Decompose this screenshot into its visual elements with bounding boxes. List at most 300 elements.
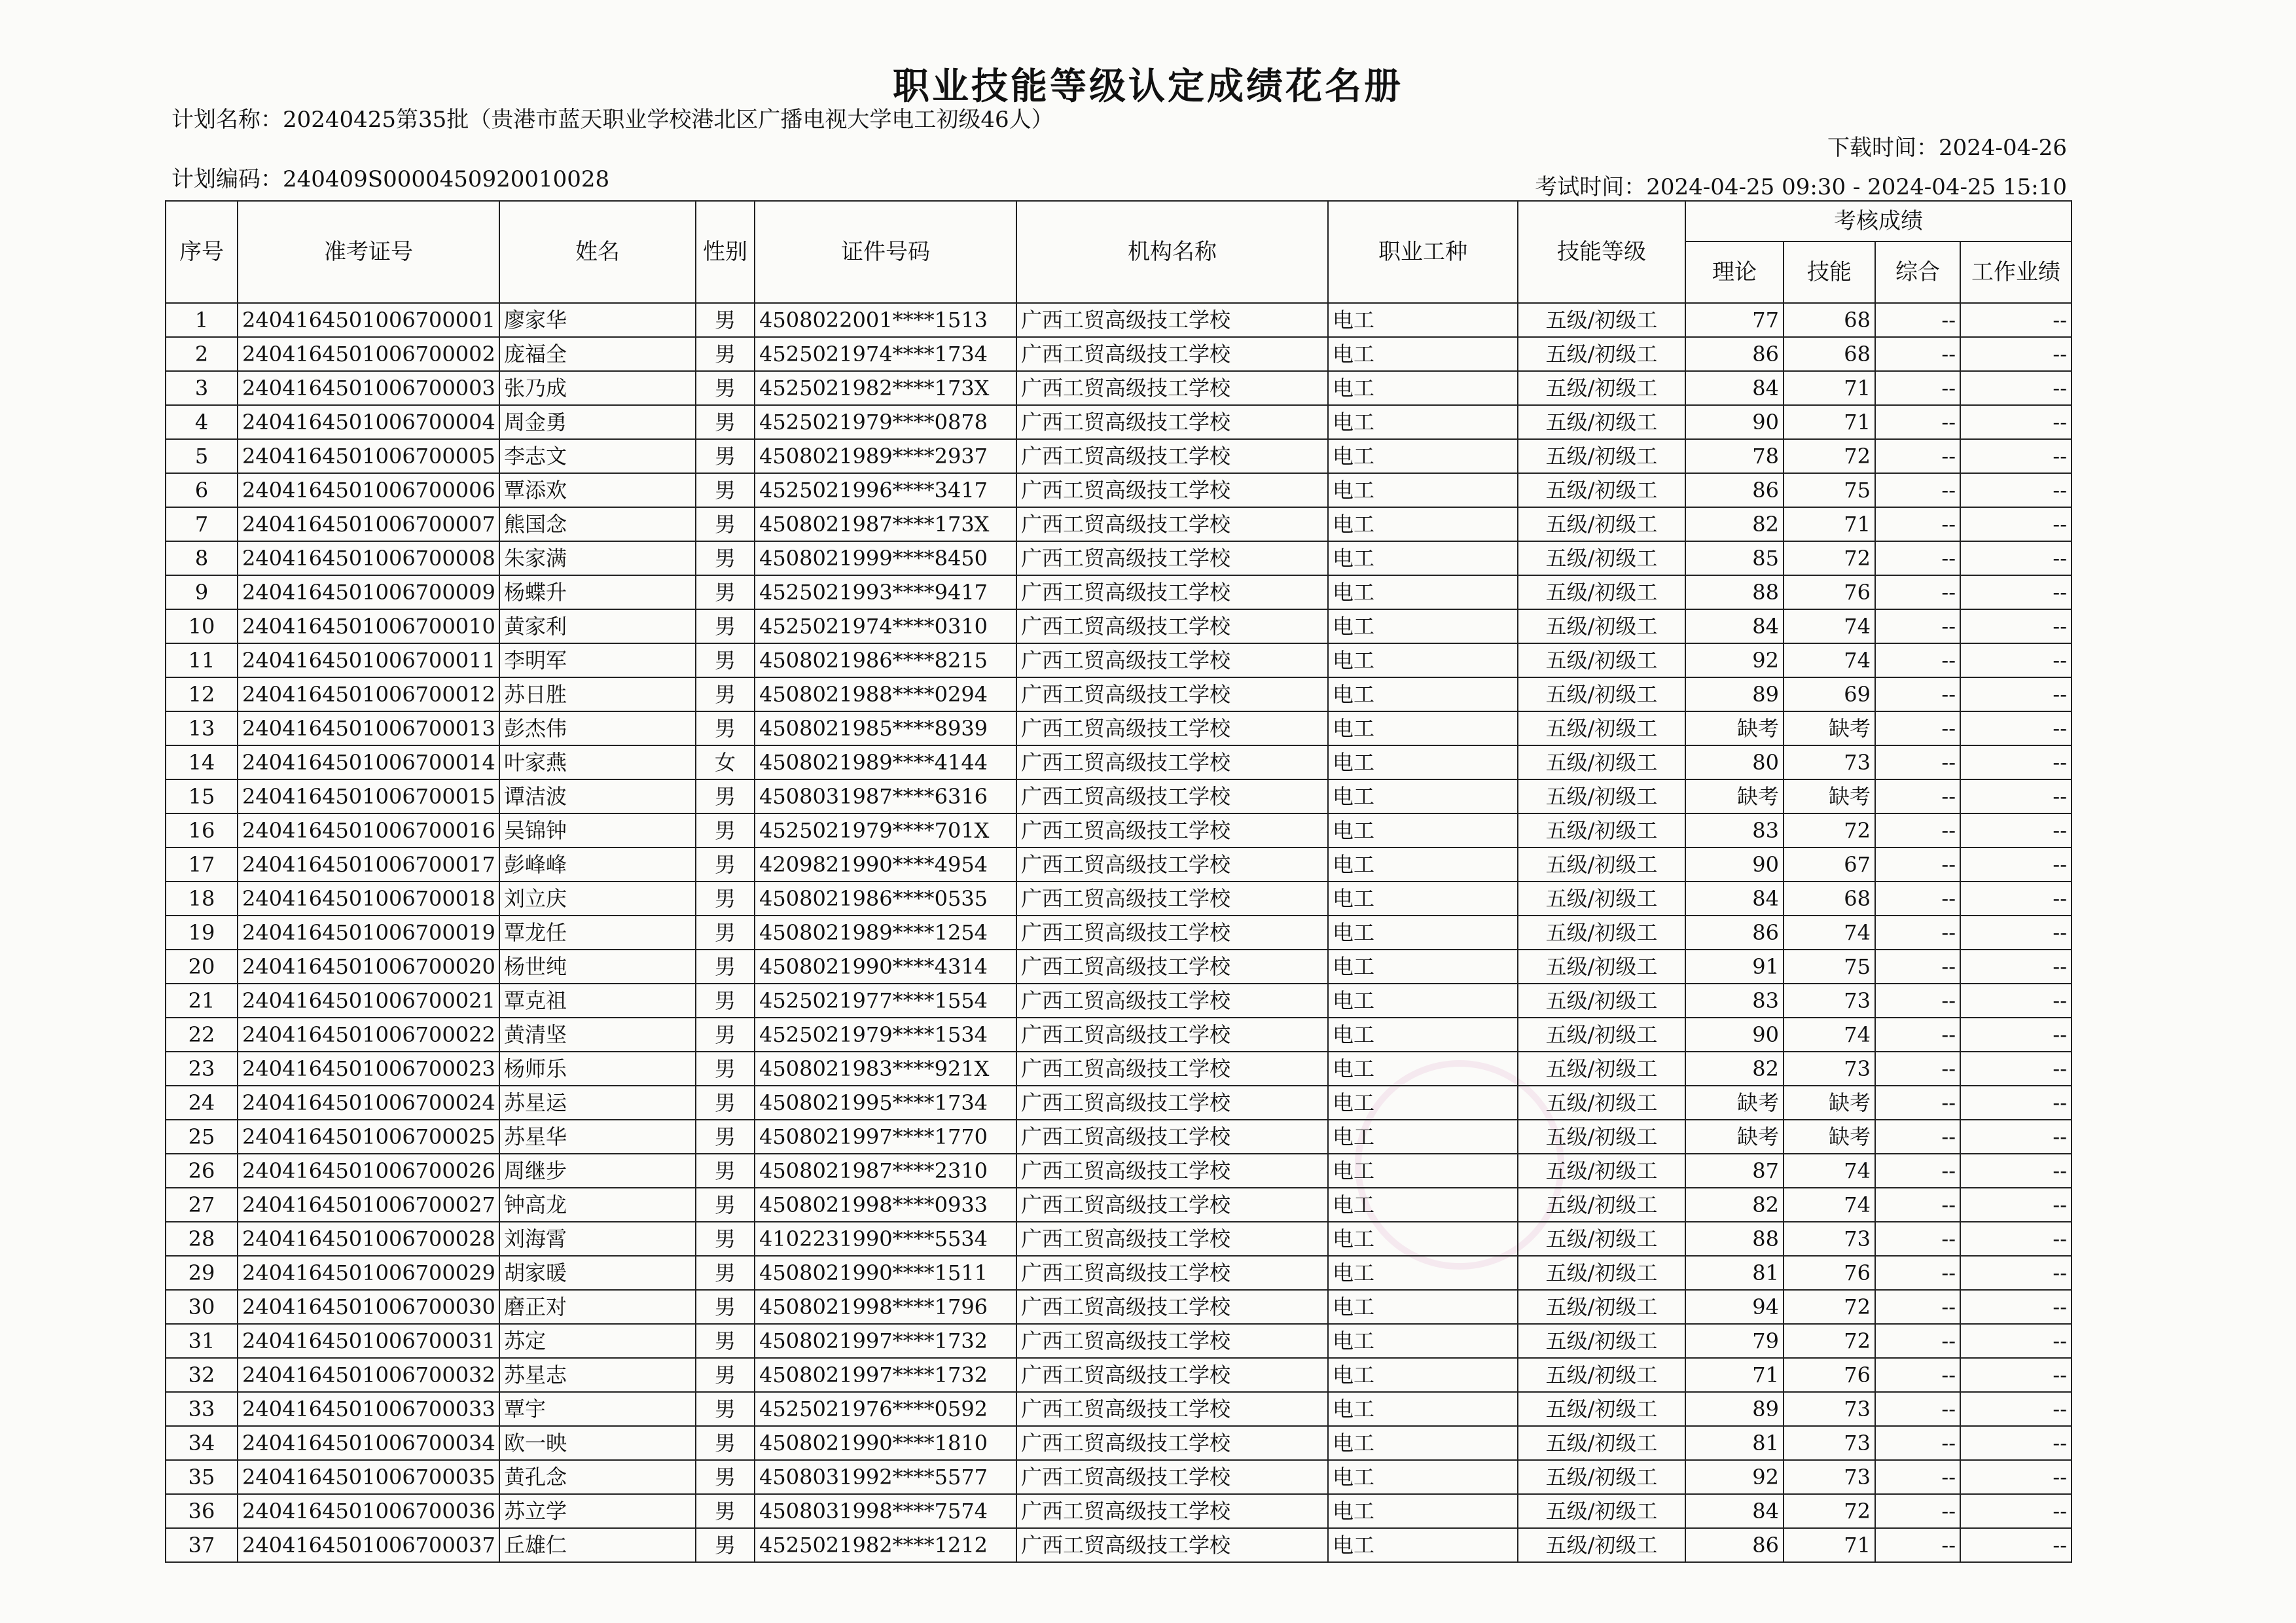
org-cell: 广西工贸高级技工学校: [1016, 643, 1328, 677]
overall-cell: --: [1875, 950, 1960, 984]
overall-cell: --: [1875, 916, 1960, 950]
ticket-cell: 2404164501006700016: [238, 813, 499, 847]
ticket-cell: 2404164501006700002: [238, 337, 499, 371]
work-cell: --: [1960, 950, 2072, 984]
work-cell: --: [1960, 1256, 2072, 1290]
id-cell: 4525021974****1734: [755, 337, 1016, 371]
ticket-cell: 2404164501006700019: [238, 916, 499, 950]
theory-cell: 90: [1685, 1018, 1784, 1052]
id-cell: 4508031992****5577: [755, 1460, 1016, 1494]
skill-cell: 72: [1784, 1324, 1875, 1358]
skill-cell: 75: [1784, 950, 1875, 984]
table-row: [166, 1188, 2072, 1222]
ticket-cell: 2404164501006700025: [238, 1120, 499, 1154]
level-cell: 五级/初级工: [1518, 1290, 1685, 1324]
header-skill: 技能: [1784, 241, 1875, 303]
org-cell: 广西工贸高级技工学校: [1016, 1222, 1328, 1256]
download-time: 下载时间：2024-04-26: [1827, 135, 2067, 161]
overall-cell: --: [1875, 609, 1960, 643]
level-cell: 五级/初级工: [1518, 950, 1685, 984]
gender-cell: 男: [696, 1120, 755, 1154]
table-row: [166, 1494, 2072, 1528]
work-cell: --: [1960, 847, 2072, 882]
theory-cell: 87: [1685, 1154, 1784, 1188]
work-cell: --: [1960, 1188, 2072, 1222]
overall-cell: --: [1875, 507, 1960, 541]
name-cell: 刘立庆: [499, 882, 696, 916]
id-cell: 4525021993****9417: [755, 575, 1016, 609]
seq-cell: 33: [166, 1392, 238, 1426]
level-cell: 五级/初级工: [1518, 507, 1685, 541]
overall-cell: --: [1875, 1018, 1960, 1052]
name-cell: 黄清坚: [499, 1018, 696, 1052]
id-cell: 4508021997****1770: [755, 1120, 1016, 1154]
work-cell: --: [1960, 711, 2072, 745]
level-cell: 五级/初级工: [1518, 541, 1685, 575]
ticket-cell: 2404164501006700013: [238, 711, 499, 745]
gender-cell: 男: [696, 1256, 755, 1290]
table-row: [166, 1018, 2072, 1052]
gender-cell: 男: [696, 337, 755, 371]
id-cell: 4525021979****1534: [755, 1018, 1016, 1052]
work-cell: --: [1960, 1528, 2072, 1562]
gender-cell: 男: [696, 1052, 755, 1086]
overall-cell: --: [1875, 711, 1960, 745]
occupation-cell: 电工: [1328, 541, 1518, 575]
table-row: [166, 745, 2072, 779]
id-cell: 4508021997****1732: [755, 1358, 1016, 1392]
overall-cell: --: [1875, 439, 1960, 473]
org-cell: 广西工贸高级技工学校: [1016, 1256, 1328, 1290]
id-cell: 4525021982****1212: [755, 1528, 1016, 1562]
work-cell: --: [1960, 1324, 2072, 1358]
ticket-cell: 2404164501006700024: [238, 1086, 499, 1120]
plan-code: 计划编码：240409S0000450920010028: [171, 166, 610, 192]
id-cell: 4525021982****173X: [755, 371, 1016, 405]
id-cell: 4508021990****1511: [755, 1256, 1016, 1290]
name-cell: 黄家利: [499, 609, 696, 643]
id-cell: 4525021979****0878: [755, 405, 1016, 439]
seq-cell: 6: [166, 473, 238, 507]
skill-cell: 73: [1784, 1052, 1875, 1086]
skill-cell: 68: [1784, 303, 1875, 337]
gender-cell: 男: [696, 1222, 755, 1256]
gender-cell: 男: [696, 1018, 755, 1052]
gender-cell: 男: [696, 1392, 755, 1426]
name-cell: 覃龙任: [499, 916, 696, 950]
seq-cell: 2: [166, 337, 238, 371]
theory-cell: 缺考: [1685, 711, 1784, 745]
ticket-cell: 2404164501006700034: [238, 1426, 499, 1460]
id-cell: 4508031998****7574: [755, 1494, 1016, 1528]
theory-cell: 90: [1685, 847, 1784, 882]
ticket-cell: 2404164501006700011: [238, 643, 499, 677]
occupation-cell: 电工: [1328, 1290, 1518, 1324]
overall-cell: --: [1875, 575, 1960, 609]
name-cell: 杨蝶升: [499, 575, 696, 609]
gender-cell: 男: [696, 405, 755, 439]
occupation-cell: 电工: [1328, 1528, 1518, 1562]
org-cell: 广西工贸高级技工学校: [1016, 1018, 1328, 1052]
table-row: [166, 337, 2072, 371]
org-cell: 广西工贸高级技工学校: [1016, 1358, 1328, 1392]
seq-cell: 25: [166, 1120, 238, 1154]
gender-cell: 男: [696, 1324, 755, 1358]
table-row: [166, 779, 2072, 813]
occupation-cell: 电工: [1328, 677, 1518, 711]
level-cell: 五级/初级工: [1518, 677, 1685, 711]
theory-cell: 88: [1685, 1222, 1784, 1256]
exam-time: 考试时间：2024-04-25 09:30 - 2024-04-25 15:10: [1535, 174, 2067, 200]
table-row: [166, 1154, 2072, 1188]
id-cell: 4508021985****8939: [755, 711, 1016, 745]
overall-cell: --: [1875, 847, 1960, 882]
gender-cell: 男: [696, 779, 755, 813]
theory-cell: 82: [1685, 1188, 1784, 1222]
skill-cell: 缺考: [1784, 779, 1875, 813]
name-cell: 磨正对: [499, 1290, 696, 1324]
name-cell: 苏立学: [499, 1494, 696, 1528]
occupation-cell: 电工: [1328, 984, 1518, 1018]
org-cell: 广西工贸高级技工学校: [1016, 711, 1328, 745]
gender-cell: 男: [696, 813, 755, 847]
level-cell: 五级/初级工: [1518, 1188, 1685, 1222]
theory-cell: 71: [1685, 1358, 1784, 1392]
work-cell: --: [1960, 882, 2072, 916]
table-row: [166, 1392, 2072, 1426]
occupation-cell: 电工: [1328, 1188, 1518, 1222]
org-cell: 广西工贸高级技工学校: [1016, 507, 1328, 541]
theory-cell: 82: [1685, 1052, 1784, 1086]
overall-cell: --: [1875, 1188, 1960, 1222]
level-cell: 五级/初级工: [1518, 984, 1685, 1018]
name-cell: 李明军: [499, 643, 696, 677]
name-cell: 彭杰伟: [499, 711, 696, 745]
skill-cell: 75: [1784, 473, 1875, 507]
name-cell: 欧一映: [499, 1426, 696, 1460]
gender-cell: 男: [696, 507, 755, 541]
org-cell: 广西工贸高级技工学校: [1016, 677, 1328, 711]
seq-cell: 8: [166, 541, 238, 575]
header-gender: 性别: [696, 201, 755, 303]
page-title: 职业技能等级认定成绩花名册: [893, 65, 1403, 108]
overall-cell: --: [1875, 813, 1960, 847]
theory-cell: 86: [1685, 1528, 1784, 1562]
header-scores: 考核成绩: [1685, 201, 2072, 241]
table-row: [166, 882, 2072, 916]
seq-cell: 5: [166, 439, 238, 473]
header-work: 工作业绩: [1960, 241, 2072, 303]
org-cell: 广西工贸高级技工学校: [1016, 1324, 1328, 1358]
table-row: [166, 677, 2072, 711]
gender-cell: 男: [696, 882, 755, 916]
work-cell: --: [1960, 745, 2072, 779]
occupation-cell: 电工: [1328, 916, 1518, 950]
work-cell: --: [1960, 337, 2072, 371]
occupation-cell: 电工: [1328, 1324, 1518, 1358]
ticket-cell: 2404164501006700026: [238, 1154, 499, 1188]
org-cell: 广西工贸高级技工学校: [1016, 609, 1328, 643]
table-row: [166, 1460, 2072, 1494]
score-roster-table: [165, 200, 2072, 1563]
theory-cell: 缺考: [1685, 1120, 1784, 1154]
header-overall: 综合: [1875, 241, 1960, 303]
level-cell: 五级/初级工: [1518, 847, 1685, 882]
gender-cell: 男: [696, 847, 755, 882]
work-cell: --: [1960, 1120, 2072, 1154]
ticket-cell: 2404164501006700031: [238, 1324, 499, 1358]
id-cell: 4102231990****5534: [755, 1222, 1016, 1256]
work-cell: --: [1960, 1018, 2072, 1052]
seq-cell: 32: [166, 1358, 238, 1392]
id-cell: 4508021986****0535: [755, 882, 1016, 916]
ticket-cell: 2404164501006700037: [238, 1528, 499, 1562]
level-cell: 五级/初级工: [1518, 575, 1685, 609]
level-cell: 五级/初级工: [1518, 405, 1685, 439]
level-cell: 五级/初级工: [1518, 1256, 1685, 1290]
overall-cell: --: [1875, 1256, 1960, 1290]
level-cell: 五级/初级工: [1518, 1426, 1685, 1460]
table-row: [166, 1256, 2072, 1290]
overall-cell: --: [1875, 1358, 1960, 1392]
occupation-cell: 电工: [1328, 745, 1518, 779]
occupation-cell: 电工: [1328, 1154, 1518, 1188]
ticket-cell: 2404164501006700028: [238, 1222, 499, 1256]
occupation-cell: 电工: [1328, 779, 1518, 813]
gender-cell: 男: [696, 371, 755, 405]
name-cell: 苏定: [499, 1324, 696, 1358]
gender-cell: 男: [696, 916, 755, 950]
skill-cell: 74: [1784, 916, 1875, 950]
level-cell: 五级/初级工: [1518, 371, 1685, 405]
ticket-cell: 2404164501006700023: [238, 1052, 499, 1086]
theory-cell: 84: [1685, 371, 1784, 405]
ticket-cell: 2404164501006700005: [238, 439, 499, 473]
occupation-cell: 电工: [1328, 711, 1518, 745]
id-cell: 4508021990****1810: [755, 1426, 1016, 1460]
table-row: [166, 984, 2072, 1018]
skill-cell: 缺考: [1784, 1120, 1875, 1154]
work-cell: --: [1960, 371, 2072, 405]
level-cell: 五级/初级工: [1518, 1018, 1685, 1052]
gender-cell: 男: [696, 677, 755, 711]
work-cell: --: [1960, 984, 2072, 1018]
occupation-cell: 电工: [1328, 882, 1518, 916]
name-cell: 苏星运: [499, 1086, 696, 1120]
seq-cell: 17: [166, 847, 238, 882]
org-cell: 广西工贸高级技工学校: [1016, 1426, 1328, 1460]
name-cell: 黄孔念: [499, 1460, 696, 1494]
table-row: [166, 1528, 2072, 1562]
table-row: [166, 1358, 2072, 1392]
occupation-cell: 电工: [1328, 439, 1518, 473]
occupation-cell: 电工: [1328, 609, 1518, 643]
org-cell: 广西工贸高级技工学校: [1016, 847, 1328, 882]
overall-cell: --: [1875, 1222, 1960, 1256]
seq-cell: 36: [166, 1494, 238, 1528]
seq-cell: 24: [166, 1086, 238, 1120]
org-cell: 广西工贸高级技工学校: [1016, 1052, 1328, 1086]
skill-cell: 73: [1784, 1222, 1875, 1256]
occupation-cell: 电工: [1328, 813, 1518, 847]
skill-cell: 72: [1784, 439, 1875, 473]
skill-cell: 71: [1784, 405, 1875, 439]
skill-cell: 缺考: [1784, 711, 1875, 745]
level-cell: 五级/初级工: [1518, 745, 1685, 779]
theory-cell: 89: [1685, 1392, 1784, 1426]
gender-cell: 男: [696, 711, 755, 745]
org-cell: 广西工贸高级技工学校: [1016, 745, 1328, 779]
ticket-cell: 2404164501006700032: [238, 1358, 499, 1392]
seq-cell: 15: [166, 779, 238, 813]
skill-cell: 76: [1784, 1358, 1875, 1392]
level-cell: 五级/初级工: [1518, 1324, 1685, 1358]
header-occupation: 职业工种: [1328, 201, 1518, 303]
id-cell: 4508022001****1513: [755, 303, 1016, 337]
table-row: [166, 371, 2072, 405]
occupation-cell: 电工: [1328, 847, 1518, 882]
gender-cell: 男: [696, 1086, 755, 1120]
seq-cell: 20: [166, 950, 238, 984]
theory-cell: 88: [1685, 575, 1784, 609]
ticket-cell: 2404164501006700001: [238, 303, 499, 337]
name-cell: 李志文: [499, 439, 696, 473]
seq-cell: 23: [166, 1052, 238, 1086]
org-cell: 广西工贸高级技工学校: [1016, 371, 1328, 405]
org-cell: 广西工贸高级技工学校: [1016, 779, 1328, 813]
work-cell: --: [1960, 1392, 2072, 1426]
plan-name: 计划名称：20240425第35批（贵港市蓝天职业学校港北区广播电视大学电工初级46人）: [171, 107, 1054, 133]
overall-cell: --: [1875, 303, 1960, 337]
overall-cell: --: [1875, 1528, 1960, 1562]
work-cell: --: [1960, 1494, 2072, 1528]
occupation-cell: 电工: [1328, 1460, 1518, 1494]
gender-cell: 女: [696, 745, 755, 779]
id-cell: 4525021977****1554: [755, 984, 1016, 1018]
org-cell: 广西工贸高级技工学校: [1016, 1528, 1328, 1562]
gender-cell: 男: [696, 1188, 755, 1222]
table-row: [166, 439, 2072, 473]
seq-cell: 26: [166, 1154, 238, 1188]
table-row: [166, 303, 2072, 337]
org-cell: 广西工贸高级技工学校: [1016, 1086, 1328, 1120]
org-cell: 广西工贸高级技工学校: [1016, 541, 1328, 575]
work-cell: --: [1960, 609, 2072, 643]
overall-cell: --: [1875, 1154, 1960, 1188]
name-cell: 廖家华: [499, 303, 696, 337]
level-cell: 五级/初级工: [1518, 813, 1685, 847]
seq-cell: 21: [166, 984, 238, 1018]
level-cell: 五级/初级工: [1518, 779, 1685, 813]
overall-cell: --: [1875, 1086, 1960, 1120]
skill-cell: 74: [1784, 1154, 1875, 1188]
table-row: [166, 473, 2072, 507]
name-cell: 杨世纯: [499, 950, 696, 984]
work-cell: --: [1960, 1290, 2072, 1324]
gender-cell: 男: [696, 1528, 755, 1562]
table-row: [166, 1120, 2072, 1154]
header-level: 技能等级: [1518, 201, 1685, 303]
gender-cell: 男: [696, 950, 755, 984]
table-row: [166, 1426, 2072, 1460]
theory-cell: 91: [1685, 950, 1784, 984]
table-row: [166, 1052, 2072, 1086]
seq-cell: 16: [166, 813, 238, 847]
occupation-cell: 电工: [1328, 1120, 1518, 1154]
seq-cell: 28: [166, 1222, 238, 1256]
name-cell: 彭峰峰: [499, 847, 696, 882]
org-cell: 广西工贸高级技工学校: [1016, 1494, 1328, 1528]
id-cell: 4525021979****701X: [755, 813, 1016, 847]
ticket-cell: 2404164501006700030: [238, 1290, 499, 1324]
work-cell: --: [1960, 439, 2072, 473]
name-cell: 苏星华: [499, 1120, 696, 1154]
overall-cell: --: [1875, 337, 1960, 371]
id-cell: 4508021998****1796: [755, 1290, 1016, 1324]
org-cell: 广西工贸高级技工学校: [1016, 1290, 1328, 1324]
id-cell: 4508021989****1254: [755, 916, 1016, 950]
org-cell: 广西工贸高级技工学校: [1016, 1392, 1328, 1426]
id-cell: 4508021998****0933: [755, 1188, 1016, 1222]
seq-cell: 7: [166, 507, 238, 541]
org-cell: 广西工贸高级技工学校: [1016, 984, 1328, 1018]
level-cell: 五级/初级工: [1518, 1086, 1685, 1120]
theory-cell: 81: [1685, 1256, 1784, 1290]
occupation-cell: 电工: [1328, 1018, 1518, 1052]
name-cell: 杨师乐: [499, 1052, 696, 1086]
id-cell: 4508021995****1734: [755, 1086, 1016, 1120]
table-row: [166, 711, 2072, 745]
id-cell: 4508021997****1732: [755, 1324, 1016, 1358]
table-row: [166, 541, 2072, 575]
skill-cell: 76: [1784, 575, 1875, 609]
occupation-cell: 电工: [1328, 1052, 1518, 1086]
table-row: [166, 1324, 2072, 1358]
work-cell: --: [1960, 643, 2072, 677]
level-cell: 五级/初级工: [1518, 303, 1685, 337]
seq-cell: 13: [166, 711, 238, 745]
ticket-cell: 2404164501006700017: [238, 847, 499, 882]
gender-cell: 男: [696, 984, 755, 1018]
table-row: [166, 643, 2072, 677]
name-cell: 周继步: [499, 1154, 696, 1188]
occupation-cell: 电工: [1328, 1358, 1518, 1392]
level-cell: 五级/初级工: [1518, 1528, 1685, 1562]
skill-cell: 73: [1784, 984, 1875, 1018]
occupation-cell: 电工: [1328, 507, 1518, 541]
name-cell: 刘海霄: [499, 1222, 696, 1256]
theory-cell: 84: [1685, 1494, 1784, 1528]
occupation-cell: 电工: [1328, 950, 1518, 984]
level-cell: 五级/初级工: [1518, 1120, 1685, 1154]
occupation-cell: 电工: [1328, 1494, 1518, 1528]
overall-cell: --: [1875, 371, 1960, 405]
theory-cell: 80: [1685, 745, 1784, 779]
skill-cell: 73: [1784, 1460, 1875, 1494]
name-cell: 苏日胜: [499, 677, 696, 711]
seq-cell: 4: [166, 405, 238, 439]
seq-cell: 27: [166, 1188, 238, 1222]
level-cell: 五级/初级工: [1518, 439, 1685, 473]
id-cell: 4508021987****2310: [755, 1154, 1016, 1188]
name-cell: 张乃成: [499, 371, 696, 405]
ticket-cell: 2404164501006700029: [238, 1256, 499, 1290]
name-cell: 朱家满: [499, 541, 696, 575]
theory-cell: 缺考: [1685, 779, 1784, 813]
skill-cell: 74: [1784, 643, 1875, 677]
overall-cell: --: [1875, 541, 1960, 575]
name-cell: 覃添欢: [499, 473, 696, 507]
